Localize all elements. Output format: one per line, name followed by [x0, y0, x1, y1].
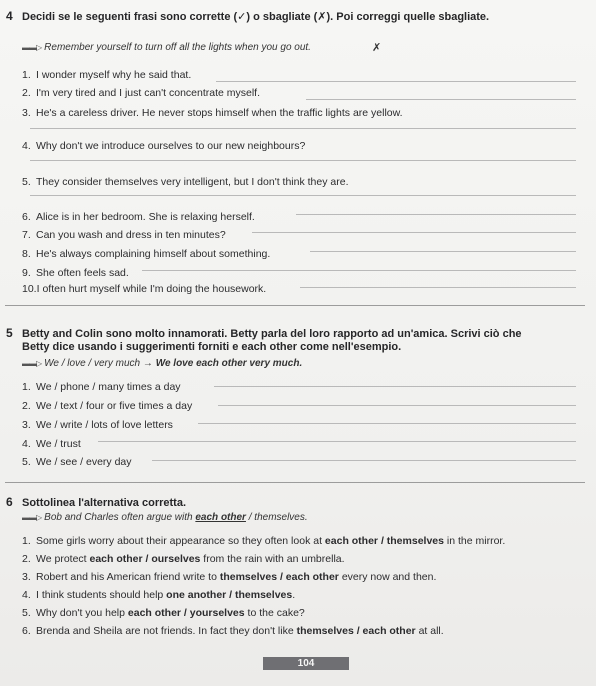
example-arrow-icon: ▬▬▷ — [22, 513, 42, 522]
answer-line — [252, 232, 576, 233]
list-item: 10.I often hurt myself while I'm doing the housework. — [22, 283, 267, 295]
list-item: 5. They consider themselves very intelligent, but I don't think they are. — [22, 176, 349, 188]
list-item: 3. Robert and his American friend write to themselves / each other every now and then. — [22, 571, 437, 583]
list-item: 6. Alice is in her bedroom. She is relaxing herself. — [22, 211, 255, 223]
list-item: 5. Why don't you help each other / yourselves to the cake? — [22, 607, 305, 619]
answer-line — [216, 81, 576, 82]
answer-line — [98, 441, 576, 442]
answer-line — [30, 128, 576, 129]
list-item: 9. She often feels sad. — [22, 267, 129, 279]
answer-line — [214, 386, 576, 387]
exercise-5-instruction-line2: Betty dice usando i suggerimenti forniti e each other come nell'esempio. — [22, 341, 402, 353]
section-divider — [5, 305, 585, 306]
answer-line — [300, 287, 576, 288]
list-item: 7. Can you wash and dress in ten minutes? — [22, 229, 226, 241]
answer-line — [142, 270, 576, 271]
answer-line — [310, 251, 576, 252]
exercise-6-example: ▬▬▷ Bob and Charles often argue with each other / themselves. — [22, 512, 308, 523]
answer-line — [30, 160, 576, 161]
example-wrong-mark: ✗ — [372, 42, 382, 54]
example-arrow-icon: ▬▬▷ — [22, 359, 42, 368]
example-arrow-icon: ▬▬▷ — [22, 43, 42, 52]
list-item: 3. We / write / lots of love letters — [22, 419, 173, 431]
exercise-6-title — [6, 496, 186, 510]
list-item: 2. I'm very tired and I just can't concentrate myself. — [22, 87, 261, 99]
answer-line — [296, 214, 576, 215]
list-item: 3. He's a careless driver. He never stops himself when the traffic lights are yellow. — [22, 107, 403, 119]
list-item: 6. Brenda and Sheila are not friends. In fact they don't like themselves / each other at all. — [22, 625, 444, 637]
exercise-5-instruction-line1: Betty and Colin sono molto innamorati. Betty parla del loro rapporto ad un'amica. Scrivi ciò che — [22, 328, 522, 340]
exercise-6-number: 6 — [6, 495, 13, 509]
exercise-4-example-text: Remember yourself to turn off all the lights when you go out. — [44, 42, 311, 53]
list-item: 1. We / phone / many times a day — [22, 381, 181, 393]
answer-line — [198, 423, 576, 424]
exercise-4-instruction: Decidi se le seguenti frasi sono corrette (✓) o sbagliate (✗). Poi correggi quelle sbagliate. — [22, 11, 490, 23]
exercise-5-number: 5 — [6, 326, 13, 340]
underlined-answer: each other — [195, 512, 246, 523]
list-item: 2. We protect each other / ourselves from the rain with an umbrella. — [22, 553, 345, 565]
list-item: 4. We / trust — [22, 438, 81, 450]
answer-line — [306, 99, 576, 100]
page-number: 104 — [263, 657, 349, 670]
exercise-5-title — [6, 327, 522, 341]
list-item: 4. Why don't we introduce ourselves to our new neighbours? — [22, 140, 306, 152]
exercise-5-example: ▬▬▷ We / love / very much → We love each other very much. — [22, 358, 303, 369]
exercise-4-title — [6, 10, 489, 24]
exercise-4-example — [22, 42, 311, 53]
list-item: 1. I wonder myself why he said that. — [22, 69, 192, 81]
list-item: 1. Some girls worry about their appearance so they often look at each other / themselves in the mirror. — [22, 535, 506, 547]
answer-line — [152, 460, 576, 461]
list-item: 5. We / see / every day — [22, 456, 132, 468]
list-item: 2. We / text / four or five times a day — [22, 400, 193, 412]
section-divider — [5, 482, 585, 483]
exercise-5-example-answer: We love each other very much. — [155, 358, 303, 369]
answer-line — [30, 195, 576, 196]
answer-line — [218, 405, 576, 406]
exercise-4-number: 4 — [6, 9, 13, 23]
exercise-6-instruction: Sottolinea l'alternativa corretta. — [22, 497, 186, 509]
list-item: 4. I think students should help one another / themselves. — [22, 589, 296, 601]
list-item: 8. He's always complaining himself about something. — [22, 248, 271, 260]
